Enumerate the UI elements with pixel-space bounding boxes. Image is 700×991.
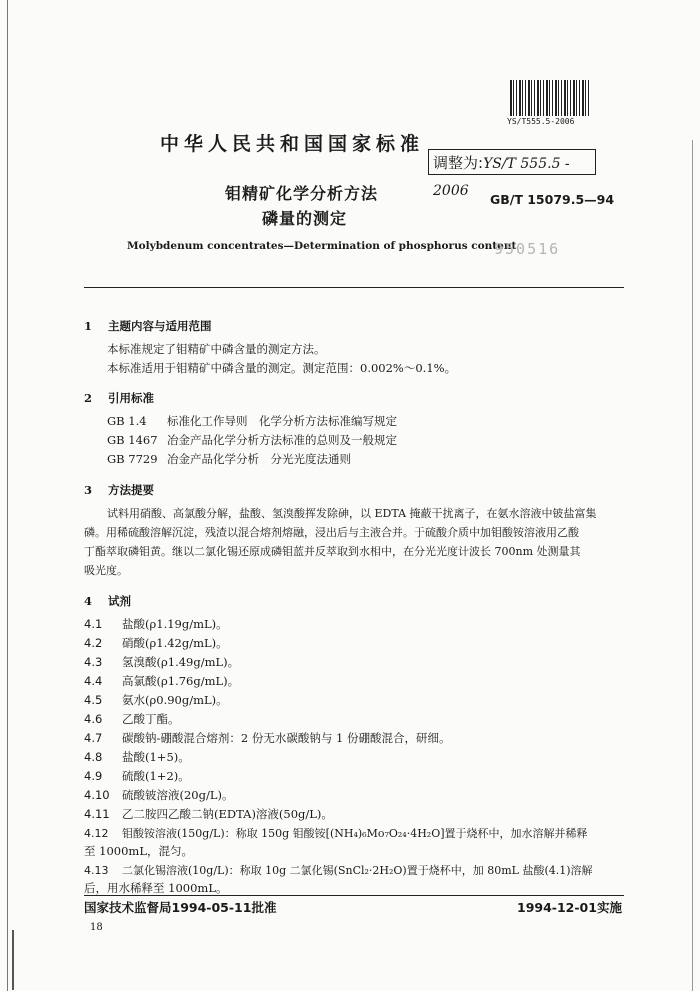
reagent-item	[84, 862, 593, 878]
barcode-number: YS/T555.5-2006	[507, 117, 575, 126]
reference-item	[107, 431, 397, 450]
reagent-number: 4.13	[84, 864, 109, 877]
reagent-text: 硫酸(1+2)。	[122, 769, 190, 783]
reagent-number: 4.11	[84, 807, 110, 821]
section-3-line: 吸光度。	[84, 564, 128, 577]
reference-code: GB 7729	[107, 452, 158, 466]
reagent-number: 4.4	[84, 674, 103, 688]
scan-edge-mark	[12, 930, 14, 990]
reagent-item	[84, 825, 588, 841]
document-title-line1: 钼精矿化学分析方法	[225, 184, 379, 203]
section-title: 主题内容与适用范围	[108, 319, 212, 333]
section-1-line: 本标准规定了钼精矿中磷含量的测定方法。	[107, 342, 326, 356]
document-title-line2: 磷量的测定	[262, 209, 348, 228]
section-number: 3	[84, 483, 93, 497]
section-title: 试剂	[108, 594, 131, 608]
section-3-line: 试料用硝酸、高氯酸分解，盐酸、氢溴酸挥发除砷，以 EDTA 掩蔽干扰离子，在氨水溶液中铍盐富集	[107, 507, 597, 520]
reagent-number: 4.12	[84, 827, 109, 840]
reagent-text: 高氯酸(ρ1.76g/mL)。	[122, 674, 240, 688]
reagent-number: 4.9	[84, 769, 103, 783]
section-number: 1	[84, 319, 93, 333]
section-number: 4	[84, 594, 93, 608]
adjustment-stamp	[428, 149, 596, 199]
section-title: 方法提要	[108, 483, 154, 497]
header-divider	[84, 287, 624, 288]
reagent-text: 钼酸铵溶液(150g/L)：称取 150g 钼酸铵[(NH₄)₆Mo₇O₂₄·4H₂O]置于烧杯中，加水溶解并稀释	[122, 827, 588, 840]
reference-code: GB 1467	[107, 433, 158, 447]
footer-divider	[84, 895, 624, 896]
reagent-text: 氨水(ρ0.90g/mL)。	[122, 693, 228, 707]
reference-text: 冶金产品化学分析方法标准的总则及一般规定	[167, 433, 397, 447]
reagent-number: 4.6	[84, 712, 103, 726]
reference-item	[107, 450, 351, 469]
reagent-number: 4.10	[84, 788, 110, 802]
reagent-number: 4.3	[84, 655, 103, 669]
reagent-text: 盐酸(1+5)。	[122, 750, 190, 764]
reference-text: 冶金产品化学分析 分光光度法通则	[167, 452, 351, 466]
reference-text: 标准化工作导则 化学分析方法标准编写规定	[167, 414, 397, 428]
reagent-item	[84, 673, 239, 689]
issue-approval: 国家技术监督局1994-05-11批准	[84, 900, 277, 915]
section-3-line: 丁酯萃取磷钼黄。继以二氯化锡还原成磷钼蓝并反萃取到水相中，在分光光度计波长 700nm 处测量其	[84, 545, 581, 558]
reagent-item	[84, 730, 450, 746]
implementation-date: 1994-12-01实施	[517, 900, 622, 915]
reagent-number: 4.2	[84, 636, 103, 650]
reagent-text: 乙酸丁酯。	[122, 712, 180, 726]
scan-edge-line-right	[692, 140, 693, 991]
reagent-text: 硫酸铍溶液(20g/L)。	[122, 788, 234, 802]
section-2-heading	[84, 390, 154, 406]
reference-code: GB 1.4	[107, 414, 147, 428]
section-number: 2	[84, 391, 93, 405]
section-1-heading	[84, 318, 212, 334]
page-number: 18	[90, 922, 103, 933]
section-3-line: 磷。用稀硫酸溶解沉淀，残渣以混合熔剂熔融，浸出后与主液合并。于硫酸介质中加钼酸铵溶液用乙酸	[84, 526, 579, 539]
barcode-icon	[510, 80, 590, 116]
reagent-number: 4.8	[84, 750, 103, 764]
reagent-item	[84, 749, 190, 765]
reagent-number: 4.1	[84, 617, 103, 631]
reagent-item	[84, 711, 180, 727]
reference-item	[107, 412, 397, 431]
reagent-text: 氢溴酸(ρ1.49g/mL)。	[122, 655, 240, 669]
reagent-item	[84, 787, 233, 803]
standard-number: GB/T 15079.5—94	[490, 192, 615, 207]
reagent-item	[84, 616, 228, 632]
reagent-text: 二氯化锡溶液(10g/L)：称取 10g 二氯化锡(SnCl₂·2H₂O)置于烧杯中，加 80mL 盐酸(4.1)溶解	[122, 864, 593, 877]
section-3-heading	[84, 482, 154, 498]
reagent-number: 4.5	[84, 693, 103, 707]
faint-stamp-number: 950516	[494, 240, 561, 258]
reagent-number: 4.7	[84, 731, 103, 745]
english-title: Molybdenum concentrates—Determination of phosphorus content	[127, 240, 517, 252]
reagent-continuation: 后，用水稀释至 1000mL。	[84, 881, 228, 895]
national-standard-heading: 中华人民共和国国家标准	[160, 133, 425, 155]
reagent-text: 盐酸(ρ1.19g/mL)。	[122, 617, 228, 631]
stamp-prefix: 调整为:	[433, 154, 484, 172]
scan-edge-line	[7, 0, 8, 991]
reagent-item	[84, 768, 190, 784]
section-4-heading	[84, 593, 131, 609]
reagent-item	[84, 635, 228, 651]
reagent-continuation: 至 1000mL，混匀。	[84, 844, 193, 858]
section-1-line: 本标准适用于钼精矿中磷含量的测定。测定范围：0.002%～0.1%。	[107, 361, 457, 375]
reagent-item	[84, 654, 239, 670]
section-title: 引用标准	[108, 391, 154, 405]
reagent-item	[84, 806, 333, 822]
reagent-text: 硝酸(ρ1.42g/mL)。	[122, 636, 228, 650]
reagent-text: 乙二胺四乙酸二钠(EDTA)溶液(50g/L)。	[122, 807, 333, 821]
reagent-text: 碳酸钠-硼酸混合熔剂：2 份无水碳酸钠与 1 份硼酸混合，研细。	[122, 731, 451, 745]
reagent-item	[84, 692, 228, 708]
stamp-handwritten: YS/T 555.5 - 2006	[433, 156, 570, 199]
